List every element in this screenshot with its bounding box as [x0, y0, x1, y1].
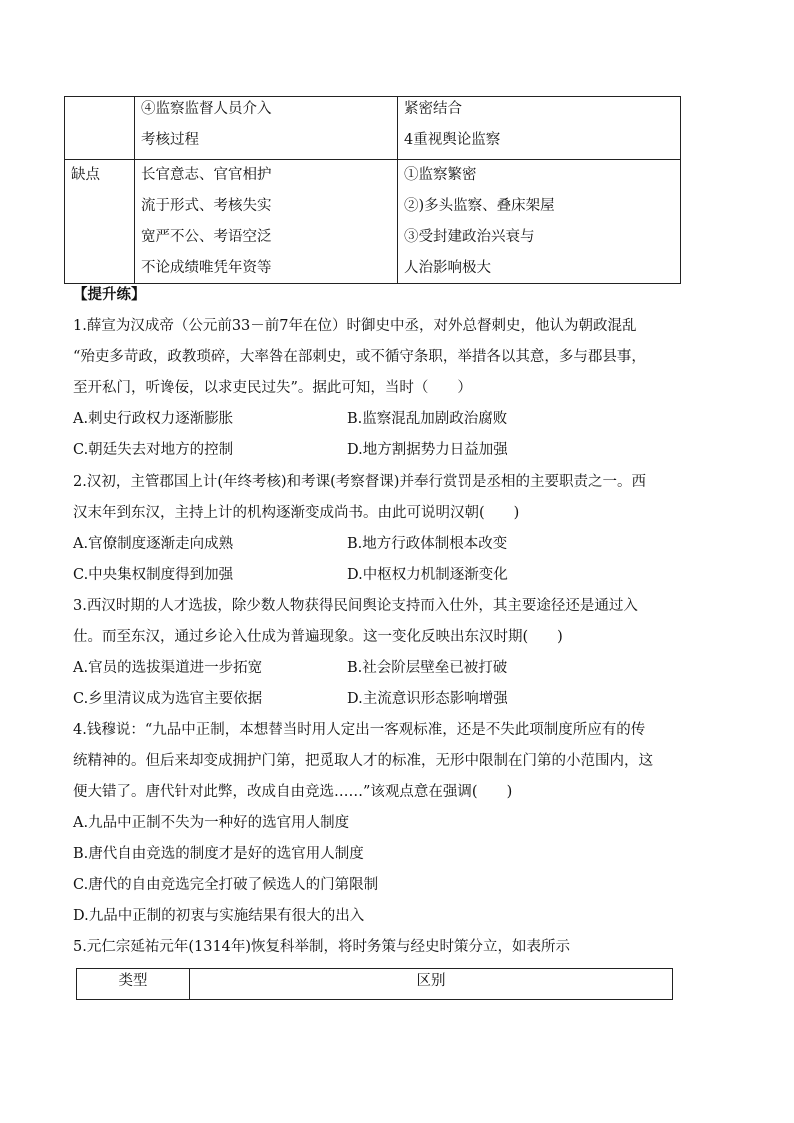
table-row: [65, 97, 681, 160]
option-a: A.九品中正制不失为一种好的选官用人制度: [73, 815, 350, 831]
cell-text: 人治影响极大: [404, 260, 491, 276]
option-c: C.朝廷失去对地方的控制: [73, 442, 234, 458]
header-difference: 区别: [416, 973, 446, 989]
cell-text: 考核过程: [141, 132, 199, 148]
table-cell: [398, 97, 681, 160]
option-b: B.社会阶层壁垒已被打破: [347, 660, 508, 676]
header-cell: [190, 969, 673, 1000]
cell-text: ④监察监督人员介入: [141, 101, 272, 117]
cell-text: ①监察繁密: [404, 167, 477, 183]
table-header-row: [77, 969, 673, 1000]
cell-text: 流于形式、考核失实: [141, 198, 272, 214]
option-c: C.唐代的自由竞选完全打破了候选人的门第限制: [73, 877, 379, 893]
cell-text: ②)多头监察、叠床架屋: [404, 198, 555, 214]
table-cell: [135, 160, 398, 284]
table-cell: [135, 97, 398, 160]
row-label-cell: [65, 97, 135, 160]
option-d: D.主流意识形态影响增强: [347, 691, 508, 707]
question-text: 汉末年到东汉，主持上计的机构逐渐变成尚书。由此可说明汉朝( ): [73, 505, 520, 521]
cell-text: 不论成绩唯凭年资等: [141, 260, 272, 276]
comparison-table: [64, 96, 681, 284]
option-a: A.官僚制度逐渐走向成熟: [73, 536, 234, 552]
row-label: 缺点: [71, 167, 100, 183]
table-row: [65, 160, 681, 284]
question-text: 5.元仁宗延祐元年(1314年)恢复科举制，将时务策与经史时策分立，如表所示: [73, 939, 571, 955]
table-cell: [398, 160, 681, 284]
question-text: 便大错了。唐代针对此弊，改成自由竞选……”该观点意在强调( ): [73, 784, 513, 800]
question-text: 至开私门，听谗佞，以求吏民过失”。据此可知，当时（ ）: [73, 380, 472, 396]
option-b: B.唐代自由竞选的制度才是好的选官用人制度: [73, 846, 364, 862]
option-a: A.官员的选拔渠道进一步拓宽: [73, 660, 263, 676]
header-type: 类型: [118, 973, 148, 989]
option-c: C.中央集权制度得到加强: [73, 567, 234, 583]
option-c: C.乡里清议成为选官主要依据: [73, 691, 263, 707]
cell-text: 4重视舆论监察: [404, 132, 501, 148]
header-cell: [77, 969, 190, 1000]
cell-text: ③受封建政治兴衰与: [404, 229, 535, 245]
section-title: 【提升练】: [73, 286, 146, 303]
type-difference-table: [76, 968, 673, 1000]
option-a: A.刺史行政权力逐渐膨胀: [73, 411, 234, 427]
question-text: 2.汉初，主管郡国上计(年终考核)和考课(考察督课)并奉行赏罚是丞相的主要职责之一。西: [73, 474, 646, 490]
question-text: 1.薛宣为汉成帝（公元前33－前7年在位）时御史中丞，对外总督刺史，他认为朝政混乱: [73, 318, 637, 334]
question-text: 4.钱穆说：“九品中正制，本想替当时用人定出一客观标准，还是不失此项制度所应有的传: [73, 722, 646, 738]
cell-text: 紧密结合: [404, 101, 462, 117]
cell-text: 宽严不公、考语空泛: [141, 229, 272, 245]
question-text: 仕。而至东汉，通过乡论入仕成为普遍现象。这一变化反映出东汉时期( ): [73, 629, 563, 645]
option-d: D.九品中正制的初衷与实施结果有很大的出入: [73, 908, 365, 924]
cell-text: 长官意志、官官相护: [141, 167, 272, 183]
option-d: D.地方割据势力日益加强: [347, 442, 508, 458]
option-b: B.地方行政体制根本改变: [347, 536, 508, 552]
question-text: “殆吏多苛政，政教琐碎，大率咎在部刺史，或不循守条职，举措各以其意，多与郡县事，: [73, 349, 646, 365]
row-label-cell: [65, 160, 135, 284]
option-d: D.中枢权力机制逐渐变化: [347, 567, 508, 583]
question-text: 统精神的。但后来却变成拥护门第，把觅取人才的标准，无形中限制在门第的小范围内，这: [73, 753, 653, 769]
question-text: 3.西汉时期的人才选拔，除少数人物获得民间舆论支持而入仕外，其主要途径还是通过入: [73, 598, 638, 614]
option-b: B.监察混乱加剧政治腐败: [347, 411, 508, 427]
